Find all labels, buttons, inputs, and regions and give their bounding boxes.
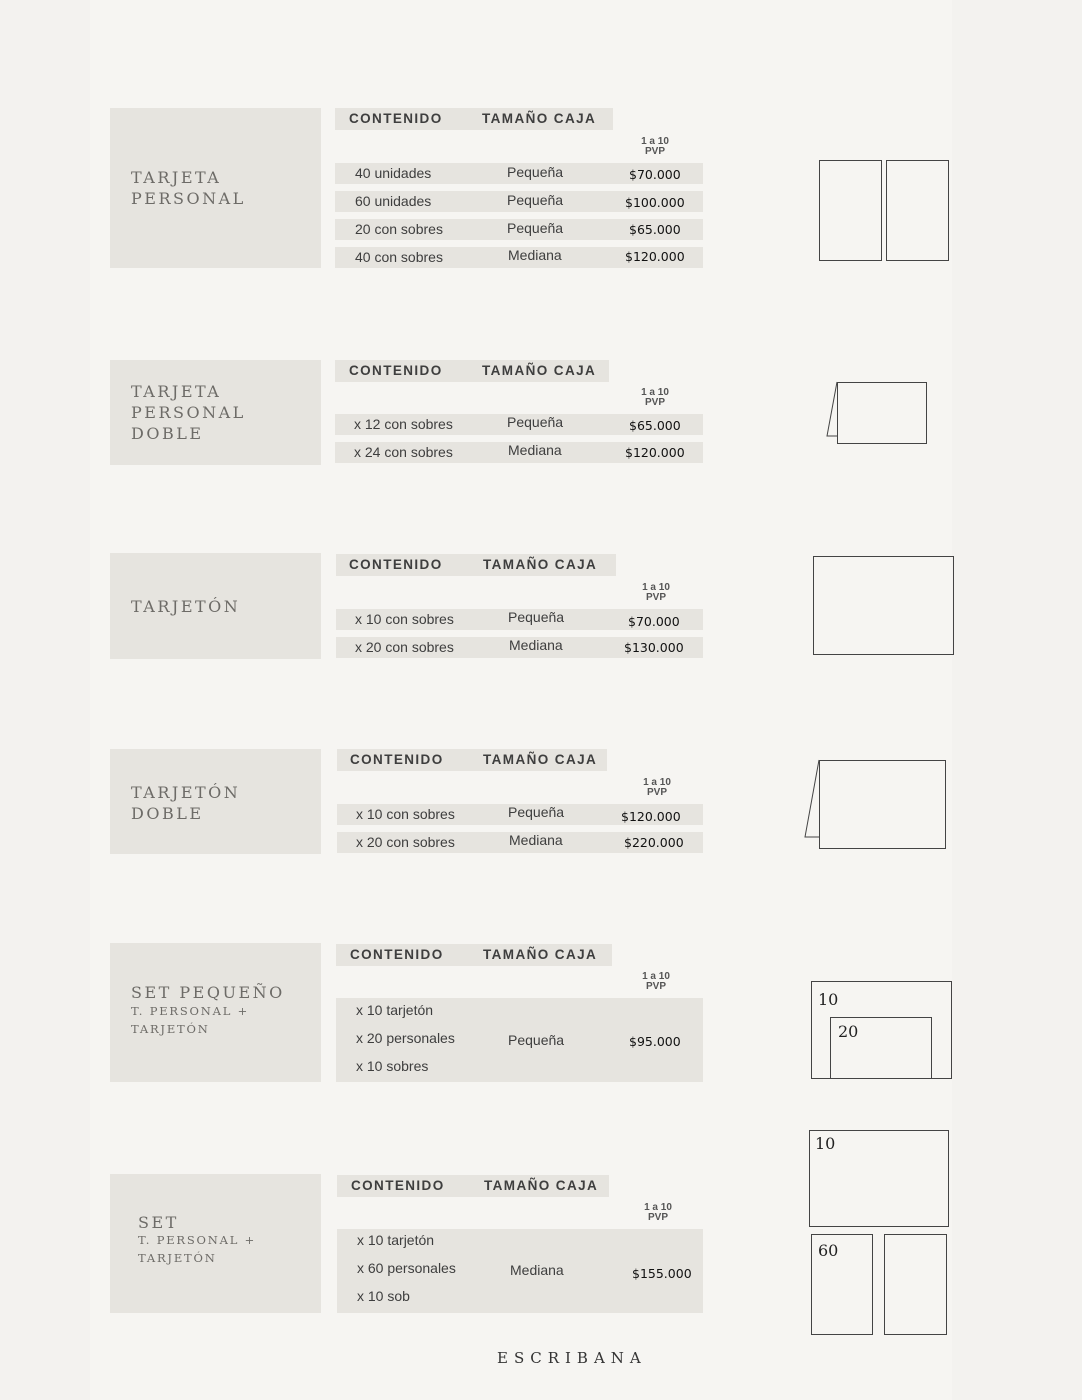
diagram-number: 60 — [818, 1241, 839, 1260]
product-title: TARJETÓN DOBLE — [131, 783, 241, 823]
table-header — [336, 554, 616, 576]
set-item: x 60 personales — [357, 1260, 456, 1276]
header-tamano: TAMAÑO CAJA — [482, 363, 597, 378]
row-price: $95.000 — [629, 1034, 681, 1049]
set-item: x 10 tarjetón — [357, 1232, 435, 1248]
row-tamano: Mediana — [508, 442, 562, 458]
row-contenido: 20 con sobres — [355, 221, 443, 237]
row-contenido: 40 con sobres — [355, 249, 443, 265]
row-contenido: x 20 con sobres — [356, 834, 455, 850]
table-header — [335, 108, 613, 130]
product-title: SET — [138, 1213, 179, 1232]
set-item: x 10 tarjetón — [356, 1002, 434, 1018]
row-price: $155.000 — [632, 1266, 692, 1281]
row-price: $100.000 — [625, 195, 685, 210]
header-contenido: CONTENIDO — [351, 1178, 445, 1193]
header-contenido: CONTENIDO — [350, 947, 444, 962]
product-title: SET PEQUEÑO — [131, 983, 285, 1002]
brand-logo: ESCRIBANA — [497, 1349, 647, 1367]
row-tamano: Mediana — [509, 832, 563, 848]
row-price: $120.000 — [625, 249, 685, 264]
row-contenido: x 20 con sobres — [355, 639, 454, 655]
header-tamano: TAMAÑO CAJA — [483, 752, 598, 767]
header-tamano: TAMAÑO CAJA — [483, 557, 598, 572]
row-tamano: Pequeña — [508, 804, 565, 820]
product-subtitle: T. PERSONAL + TARJETÓN — [131, 1004, 250, 1036]
folded-card-diagram — [824, 380, 930, 448]
row-tamano: Pequeña — [508, 609, 565, 625]
pvp-label: 1 a 10 PVP — [644, 1202, 672, 1223]
diagram-number: 10 — [815, 1134, 836, 1153]
row-price: $120.000 — [625, 445, 685, 460]
diagram-number: 10 — [818, 990, 839, 1009]
row-contenido: x 24 con sobres — [354, 444, 453, 460]
row-tamano: Pequeña — [507, 414, 564, 430]
row-price: $120.000 — [621, 809, 681, 824]
set-item: x 20 personales — [356, 1030, 455, 1046]
set-item: x 10 sob — [357, 1288, 410, 1304]
row-price: $70.000 — [628, 614, 680, 629]
table-header — [335, 360, 609, 382]
row-tamano: Pequeña — [507, 192, 564, 208]
card-diagram — [819, 160, 882, 261]
product-title: TARJETA PERSONAL — [131, 168, 246, 208]
row-price: $130.000 — [624, 640, 684, 655]
row-price: $65.000 — [629, 222, 681, 237]
table-header — [336, 944, 612, 966]
row-contenido: x 10 con sobres — [356, 806, 455, 822]
folded-card-diagram — [802, 758, 950, 852]
header-contenido: CONTENIDO — [349, 363, 443, 378]
product-title: TARJETÓN — [131, 597, 241, 616]
row-price: $220.000 — [624, 835, 684, 850]
set-diagram-card — [884, 1234, 947, 1335]
product-title: TARJETA PERSONAL DOBLE — [131, 382, 246, 443]
row-price: $65.000 — [629, 418, 681, 433]
pvp-label: 1 a 10 PVP — [642, 582, 670, 603]
header-tamano: TAMAÑO CAJA — [484, 1178, 599, 1193]
card-diagram — [813, 556, 954, 655]
row-tamano: Mediana — [508, 247, 562, 263]
pvp-label: 1 a 10 PVP — [642, 971, 670, 992]
diagram-number: 20 — [838, 1022, 859, 1041]
set-tamano: Pequeña — [508, 1032, 565, 1048]
row-contenido: 60 unidades — [355, 193, 432, 209]
pvp-label: 1 a 10 PVP — [641, 387, 669, 408]
row-tamano: Pequeña — [507, 220, 564, 236]
pvp-label: 1 a 10 PVP — [643, 777, 671, 798]
row-tamano: Pequeña — [507, 164, 564, 180]
product-subtitle: T. PERSONAL + TARJETÓN — [138, 1233, 257, 1265]
header-tamano: TAMAÑO CAJA — [483, 947, 598, 962]
table-header — [337, 749, 607, 771]
row-contenido: 40 unidades — [355, 165, 432, 181]
row-price: $70.000 — [629, 167, 681, 182]
table-header — [337, 1175, 609, 1197]
pvp-label: 1 a 10 PVP — [641, 136, 669, 157]
row-contenido: x 12 con sobres — [354, 416, 453, 432]
set-tamano: Mediana — [510, 1262, 564, 1278]
header-contenido: CONTENIDO — [349, 111, 443, 126]
header-contenido: CONTENIDO — [350, 752, 444, 767]
row-tamano: Mediana — [509, 637, 563, 653]
set-item: x 10 sobres — [356, 1058, 429, 1074]
header-contenido: CONTENIDO — [349, 557, 443, 572]
row-contenido: x 10 con sobres — [355, 611, 454, 627]
card-diagram — [886, 160, 949, 261]
header-tamano: TAMAÑO CAJA — [482, 111, 597, 126]
